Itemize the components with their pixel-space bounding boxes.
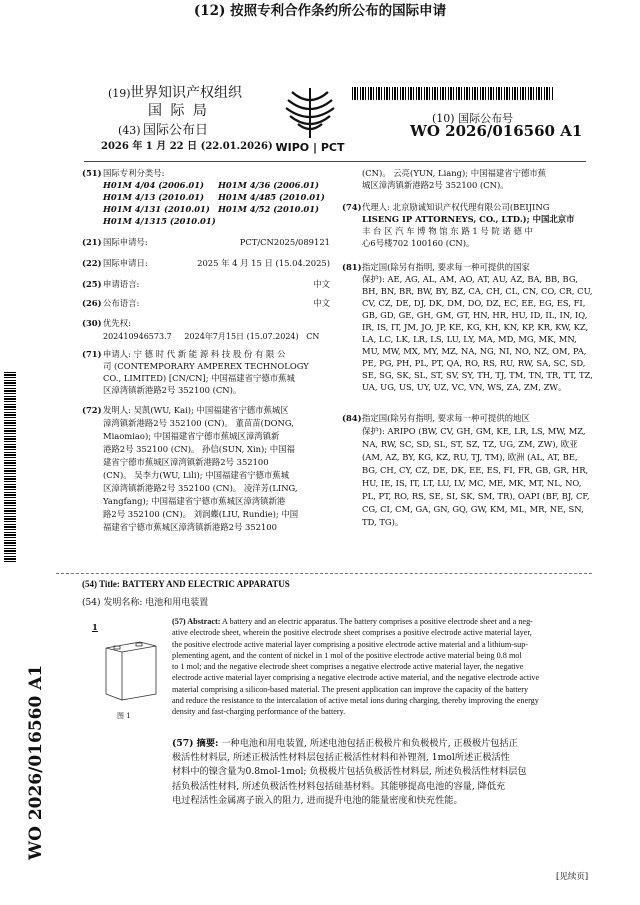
field-30-label: 优先权: — [103, 318, 131, 328]
section-divider — [56, 573, 592, 574]
abstract-cn-line: 括负极活性材料, 所述负极活性材料包括硅基材料。其能够提高电池的容量, 降低充 — [172, 780, 506, 792]
inventor-line: Yangfang); 中国福建省宁德市蕉城区漳湾镇新港 — [103, 496, 286, 506]
abstract-cn-line: 一种电池和用电装置, 所述电池包括正极极片和负极极片, 正极极片包括正 — [221, 738, 518, 749]
field-51-code: (51) — [82, 168, 102, 178]
pubdate-code: (43) — [118, 124, 141, 137]
pubno-label: (10) 国际公布号 — [432, 112, 514, 125]
filing-date: 2025 年 4 月 15 日 (15.04.2025) — [197, 258, 330, 268]
regional-states-line: HU, IE, IS, IT, LT, LU, LV, MC, ME, MK, MT, NL, NO, — [362, 478, 582, 488]
abstract-chinese — [172, 737, 600, 808]
regional-states-line: NA, RW, SC, SD, SL, ST, SZ, TZ, UG, ZM, ZW), 欧亚 — [362, 439, 578, 449]
field-21-code: (21) — [82, 237, 102, 247]
designated-states-line: MU, MW, MX, MY, MZ, NA, NG, NI, NO, NZ, OM, PA, — [362, 346, 587, 356]
abstract-line: and reduce the resistance to the intercalation of active metal ions during charging, thereby improving the energy — [172, 696, 539, 706]
abstract-line: material comprising a silicon-based material. The present application can improve the capacity of the battery — [172, 684, 529, 694]
agent-line: 心6号楼702 100160 (CN)。 — [362, 238, 475, 248]
field-26-label: 公布语言: — [103, 298, 140, 308]
inventor-line: 发明人: 吴凯(WU, Kai); 中国福建省宁德市蕉城区 — [103, 405, 289, 415]
abstract-line: to 1 mol; and the negative electrode sheet comprises a negative electrode active material layer, the negative — [172, 662, 524, 672]
side-pubno: WO 2026/016560 A1 — [26, 664, 46, 860]
inventor-line: (CN)。 吴李力(WU, Lili); 中国福建省宁德市蕉城 — [103, 470, 290, 480]
field-71-code: (71) — [82, 349, 102, 359]
abstract-line: the positive electrode active material layer comprising a positive electrode active material and a lithium-sup- — [172, 639, 529, 649]
agent-line: LISENG IP ATTORNEYS, CO., LTD.); 中国北京市 — [362, 214, 575, 224]
regional-states-line: (AM, AZ, BY, KG, KZ, RU, TJ, TM), 欧洲 (AL, AT, BE, — [362, 452, 578, 462]
battery-drawing-icon — [100, 636, 160, 706]
regional-states-line: BG, CH, CY, CZ, DE, DK, EE, ES, FI, FR, GB, GR, HR, — [362, 465, 589, 475]
abstract-line: A battery and an electric apparatus. The battery comprises a positive electrode sheet and a neg- — [222, 617, 533, 626]
inventor-line: 城区漳湾镇新港路2号 352100 (CN)。 — [362, 180, 509, 190]
designated-states-line: 保护): AE, AG, AL, AM, AO, AT, AU, AZ, BA, BB, BG, — [362, 274, 578, 284]
inventor-line: 港路2号 352100 (CN)。 孙信(SUN, Xin); 中国福 — [103, 444, 295, 454]
application-number: PCT/CN2025/089121 — [239, 237, 330, 247]
abstract-cn-line: 电过程活性金属离子嵌入的阻力, 进而提升电池的能量密度和快充性能。 — [172, 794, 463, 806]
regional-states-line: CG, CI, CM, GA, GN, GQ, GW, KM, ML, MR, NE, SN, — [362, 504, 584, 514]
filing-language: 中文 — [313, 279, 330, 289]
field-22-label: 国际申请日: — [103, 258, 148, 268]
figure-caption: 图 1 — [117, 712, 131, 720]
pubno-value: WO 2026/016560 A1 — [410, 122, 583, 140]
field-72-code: (72) — [82, 405, 102, 415]
abstract-line: electrode active material layer comprising a negative electrode active material, and the negative electrode active — [172, 673, 540, 683]
regional-states-line: 保护): ARIPO (BW, CV, GH, GM, KE, LR, LS, MW, MZ, — [362, 426, 586, 436]
abstract-cn-line: 材料中的镍含量为0.8mol-1mol; 负极极片包括负极活性材料层, 所述负极活性材料层包 — [172, 766, 527, 778]
org-code: (19) — [108, 87, 131, 100]
wipo-logo — [272, 86, 348, 152]
inventor-line: 路2号 352100 (CN)。 刘润蝶(LIU, Rundie); 中国 — [103, 509, 299, 519]
wipo-pct-text: WIPO | PCT — [275, 141, 345, 154]
applicant-line: 区漳湾镇新港路2号 352100 (CN)。 — [103, 385, 242, 395]
agent-line: 代理人: 北京励诚知识产权代理有限公司(BEIJING — [362, 202, 550, 212]
designated-states-line: PE, PG, PH, PL, PT, QA, RO, RS, RU, RW, SA, SC, SD, — [362, 358, 586, 368]
ipc-code: H01M 4/36 (2006.01) — [218, 180, 320, 190]
field-81-code: (81) — [342, 262, 362, 272]
field-26-code: (26) — [82, 298, 102, 308]
publication-language: 中文 — [313, 298, 330, 308]
ipc-code: H01M 4/52 (2010.01) — [218, 204, 320, 214]
inventor-line: 漳湾镇新港路2号 352100 (CN)。 董苗苗(DONG, — [103, 418, 294, 428]
title-english: (54) Title: BATTERY AND ELECTRIC APPARATUS — [82, 579, 290, 589]
inventor-line: 区漳湾镇新港路2号 352100 (CN)。 凌洋芳(LING, — [103, 483, 298, 493]
applicant-line: CO., LIMITED) [CN/CN]; 中国福建省宁德市蕉城 — [103, 373, 295, 383]
pubdate-value: 2026 年 1 月 22 日 (22.01.2026) — [101, 141, 273, 152]
ipc-code: H01M 4/131 (2010.01) — [103, 204, 210, 214]
side-barcode — [4, 372, 16, 562]
field-21-label: 国际申请号: — [103, 237, 148, 247]
applicant-line: 申请人: 宁 德 时 代 新 能 源 科 技 股 份 有 限 公 — [103, 349, 286, 359]
field-30-code: (30) — [82, 318, 102, 328]
org-name: 世界知识产权组织 — [130, 85, 242, 101]
ipc-code: H01M 4/485 (2010.01) — [218, 192, 325, 202]
abstract-line: plementing agent, and the content of nickel in 1 mol of the positive electrode active material being 0.8 mol — [172, 650, 522, 660]
field-25-label: 申请语言: — [103, 279, 140, 289]
org-bureau: 国 际 局 — [148, 103, 209, 119]
inventor-line: 福建省宁德市蕉城区漳湾镇新港路2号 352100 — [103, 522, 277, 532]
designated-states-line: UA, UG, US, UY, UZ, VC, VN, WS, ZA, ZM, ZW。 — [362, 382, 567, 392]
figure-ref-number: 1 — [92, 622, 98, 632]
abstract-english — [172, 616, 600, 718]
header-barcode — [352, 87, 554, 100]
designated-states-line: BH, BN, BR, BW, BY, BZ, CA, CH, CL, CN, CO, CR, CU, — [362, 286, 593, 296]
designated-states-line: LA, LC, LK, LR, LS, LU, LY, MA, MD, MG, MK, MN, — [362, 334, 577, 344]
regional-states-line: TD, TG)。 — [362, 517, 404, 527]
continued-note: [见续页] — [556, 872, 589, 882]
designated-states-line: GB, GD, GE, GH, GM, GT, HN, HR, HU, ID, IL, IN, IQ, — [362, 310, 588, 320]
abstract-line: density and fast-charging performance of the battery. — [172, 707, 346, 717]
ipc-code: H01M 4/04 (2006.01) — [103, 180, 205, 190]
abstract-line: ative electrode sheet, wherein the positive electrode sheet comprises a positive electrode active material layer, — [172, 628, 532, 638]
pubdate-label: 国际公布日 — [143, 123, 209, 138]
battery-figure — [100, 636, 160, 706]
document-title: (12) 按照专利合作条约所公布的国际申请 — [193, 3, 447, 19]
ipc-code: H01M 4/1315 (2010.01) — [103, 216, 216, 226]
priority-data: 202410946573.7 2024年7月15日 (15.07.2024) CN — [103, 332, 320, 341]
designated-states-line: 指定国(除另有指明, 要求每一种可提供的国家 — [362, 262, 530, 272]
designated-states-line: IR, IS, IT, JM, JO, JP, KE, KG, KH, KN, KP, KR, KW, KZ, — [362, 322, 589, 332]
agent-line: 丰 台 区 汽 车 博 物 馆 东 路 1 号 院 诺 德 中 — [362, 226, 533, 236]
field-74-code: (74) — [342, 202, 362, 212]
regional-states-line: PL, PT, RO, RS, SE, SI, SK, SM, TR), OAPI (BF, BJ, CF, — [362, 491, 590, 501]
inventor-line: 建省宁德市蕉城区漳湾镇新港路2号 352100 — [103, 457, 269, 467]
designated-states-line: CV, CZ, DE, DJ, DK, DM, DO, DZ, EC, EE, EG, ES, FI, — [362, 298, 586, 308]
field-51-label: 国际专利分类号: — [103, 168, 165, 178]
field-22-code: (22) — [82, 258, 102, 268]
abstract-label: (57) Abstract: — [172, 617, 221, 626]
header-rule — [84, 161, 586, 162]
designated-states-line: SE, SG, SK, SL, ST, SV, SY, TH, TJ, TM, TN, TR, TT, TZ, — [362, 370, 593, 380]
applicant-line: 司 (CONTEMPORARY AMPEREX TECHNOLOGY — [103, 361, 309, 371]
regional-states-line: 指定国(除另有指明, 要求每一种可提供的地区 — [362, 413, 530, 423]
wipo-emblem-icon — [272, 86, 348, 140]
field-84-code: (84) — [342, 413, 362, 423]
field-25-code: (25) — [82, 279, 102, 289]
ipc-code: H01M 4/13 (2010.01) — [103, 192, 205, 202]
inventor-line: (CN)。 云亮(YUN, Liang); 中国福建省宁德市蕉 — [362, 168, 547, 178]
inventor-line: Miaomiao); 中国福建省宁德市蕉城区漳湾镇新 — [103, 431, 280, 441]
title-chinese: (54) 发明名称: 电池和用电装置 — [82, 598, 209, 608]
abstract-cn-label: (57) 摘要: — [172, 738, 219, 749]
abstract-cn-line: 极活性材料层, 所述正极活性材料层包括正极活性材料和补锂剂, 1mol所述正极活性 — [172, 752, 510, 764]
